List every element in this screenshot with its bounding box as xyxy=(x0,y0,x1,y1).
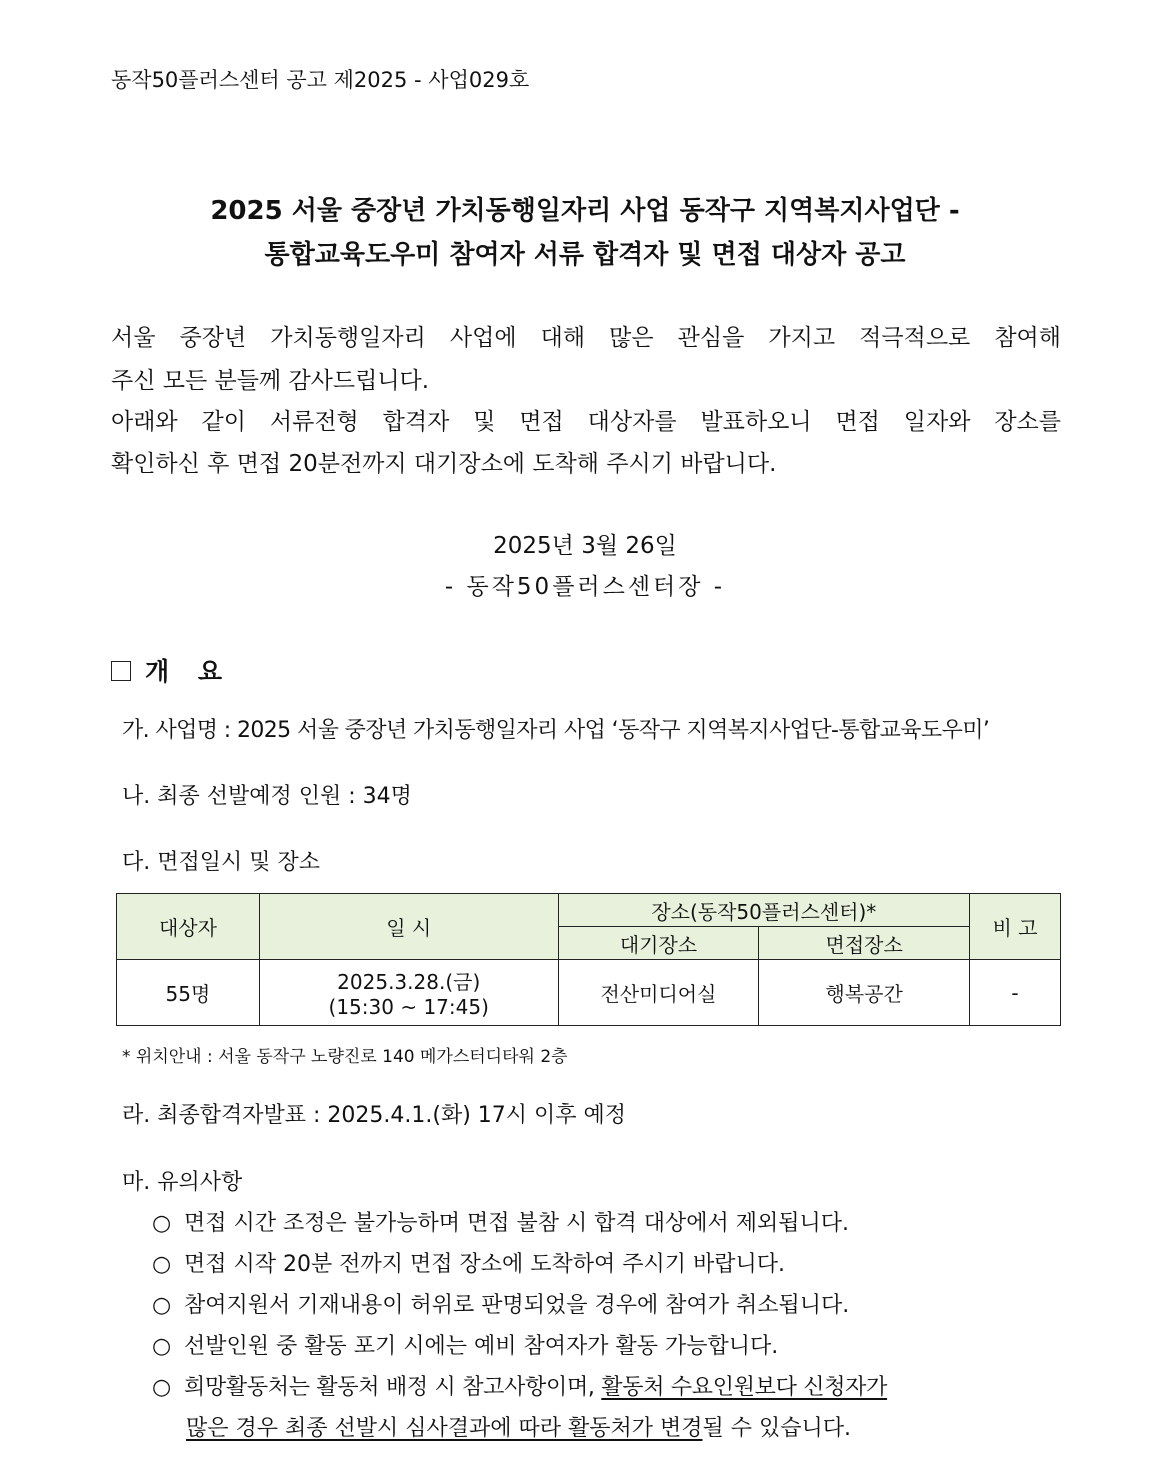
notice-text-underlined: 많은 경우 최종 선발시 심사결과에 따라 활동처가 변경 xyxy=(186,1416,703,1441)
intro-line-2: 주신 모든 분들께 감사드립니다. xyxy=(111,368,430,394)
header-waiting-place: 대기장소 xyxy=(558,927,759,960)
notice-text: 될 수 있습니다. xyxy=(702,1416,851,1441)
cell-target: 55명 xyxy=(117,960,260,1026)
title-line-2: 통합교육도우미 참여자 서류 합격자 및 면접 대상자 공고 xyxy=(264,240,906,270)
item-interview-schedule: 다. 면접일시 및 장소 xyxy=(122,850,320,875)
interview-table xyxy=(116,893,1061,1026)
circle-bullet-icon: ○ xyxy=(152,1252,172,1277)
item-business-name: 가. 사업명 : 2025 서울 중장년 가치동행일자리 사업 ‘동작구 지역복지사업단-통합교육도우미’ xyxy=(122,718,990,743)
intro-line-4: 확인하신 후 면접 20분전까지 대기장소에 도착해 주시기 바랍니다. xyxy=(111,451,777,477)
notice-text: 희망활동처는 활동처 배정 시 참고사항이며, xyxy=(184,1375,602,1400)
header-interview-place: 면접장소 xyxy=(759,927,970,960)
location-note: * 위치안내 : 서울 동작구 노량진로 140 메가스터디타워 2층 xyxy=(122,1047,568,1067)
intro-line-1: 서울 중장년 가치동행일자리 사업에 대해 많은 관심을 가지고 적극적으로 참여해 xyxy=(111,325,1061,351)
table-row xyxy=(117,960,1061,1026)
cell-date: 2025.3.28.(금) xyxy=(337,970,481,994)
notice-text: 선발인원 중 활동 포기 시에는 예비 참여자가 활동 가능합니다. xyxy=(184,1334,779,1359)
notice-item xyxy=(152,1329,778,1360)
item-precautions: 마. 유의사항 xyxy=(122,1170,243,1195)
announcement-date: 2025년 3월 26일 xyxy=(493,533,677,559)
intro-line-3: 아래와 같이 서류전형 합격자 및 면접 대상자를 발표하오니 면접 일자와 장소를 xyxy=(111,409,1061,435)
item-recruit-count: 나. 최종 선발예정 인원 : 34명 xyxy=(122,784,412,809)
circle-bullet-icon: ○ xyxy=(152,1334,172,1359)
header-target: 대상자 xyxy=(117,894,260,960)
circle-bullet-icon: ○ xyxy=(152,1293,172,1318)
notice-item xyxy=(152,1247,785,1278)
notice-item xyxy=(152,1206,849,1237)
notice-text: 참여지원서 기재내용이 허위로 판명되었을 경우에 참여가 취소됩니다. xyxy=(184,1293,850,1318)
notice-item xyxy=(152,1370,887,1401)
signature: - 동작50플러스센터장 - xyxy=(444,574,726,600)
cell-datetime xyxy=(259,960,558,1026)
cell-waiting-place: 전산미디어실 xyxy=(558,960,759,1026)
document-number: 동작50플러스센터 공고 제2025 - 사업029호 xyxy=(111,68,530,92)
circle-bullet-icon: ○ xyxy=(152,1375,171,1400)
circle-bullet-icon: ○ xyxy=(152,1211,172,1236)
item-final-announcement: 라. 최종합격자발표 : 2025.4.1.(화) 17시 이후 예정 xyxy=(122,1103,627,1128)
header-note: 비 고 xyxy=(970,894,1061,960)
cell-interview-place: 행복공간 xyxy=(759,960,970,1026)
header-place: 장소(동작50플러스센터)* xyxy=(558,894,969,927)
section-heading: 개 요 xyxy=(145,657,233,686)
cell-note: - xyxy=(970,960,1061,1026)
notice-item xyxy=(152,1288,849,1319)
notice-text-underlined: 활동처 수요인원보다 신청자가 xyxy=(601,1375,888,1400)
section-overview xyxy=(111,652,232,688)
checkbox-square-icon xyxy=(111,661,131,681)
notice-text: 면접 시간 조정은 불가능하며 면접 불참 시 합격 대상에서 제외됩니다. xyxy=(184,1211,849,1236)
title-line-1: 2025 서울 중장년 가치동행일자리 사업 동작구 지역복지사업단 - xyxy=(210,196,960,226)
notice-text: 면접 시작 20분 전까지 면접 장소에 도착하여 주시기 바랍니다. xyxy=(184,1252,785,1277)
notice-item-continued xyxy=(186,1411,851,1442)
header-datetime: 일 시 xyxy=(259,894,558,960)
cell-time: (15:30 ~ 17:45) xyxy=(328,995,489,1019)
